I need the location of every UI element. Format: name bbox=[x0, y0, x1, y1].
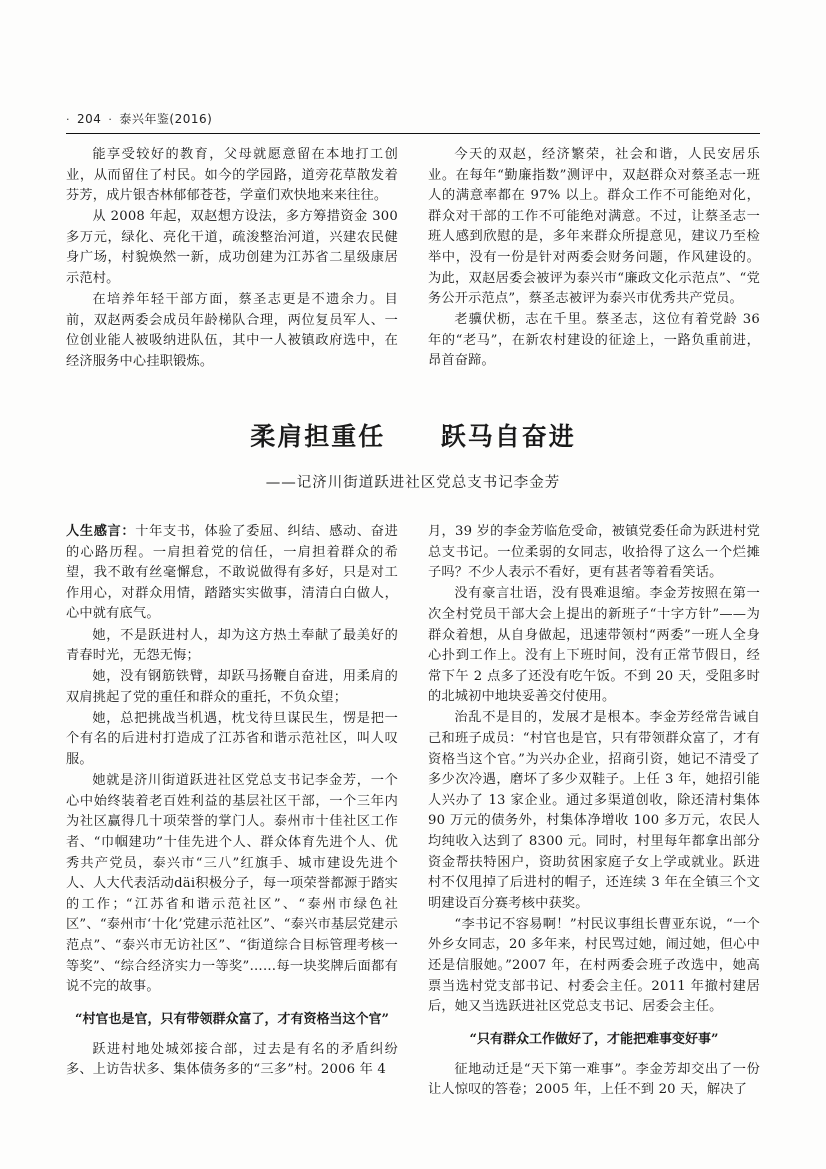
header-bullet: · bbox=[66, 113, 70, 126]
lead-text: 十年支书，体验了委屈、纠结、感动、奋进的心路历程。一肩担着党的信任，一肩担着群众的希望，我不敢有丝毫懈怠，不敢说做得有多好，只是对工作用心，对群众用情，踏踏实实做事，清清白白做人，心中就有底气。 bbox=[66, 524, 398, 622]
section-subheading: “村官也是官，只有带领群众富了，才有资格当这个官” bbox=[75, 1011, 389, 1027]
page-content bbox=[66, 110, 760, 1101]
section-subheading: “只有群众工作做好了，才能把难事变好事” bbox=[469, 1031, 719, 1047]
paragraph: 她就是济川街道跃进社区党总支书记李金芳，一个心中始终装着老百姓利益的基层社区干部，一个三年内为社区赢得几十项荣誉的掌门人。泰州市十佳社区工作者、“巾帼建功”十佳先进个人、群众体育先进个人、优秀共产党员，泰兴市“三八”红旗手、城市建设先进个人、人大代表活动däi积极分子，每一项荣誉都源于踏实的工作；“江苏省和谐示范社区”、“泰州市绿色社区”、“泰州市‘十化’党建示范社区”、“泰兴市基层党建示范点”、“泰兴市无访社区”、“街道综合目标管理考核一等奖”、“综合经济实力一等奖”……每一块奖牌后面都有说不完的故事。 bbox=[66, 773, 398, 995]
paragraph: 从 2008 年起，双赵想方设法，多方筹措资金 300 多万元，绿化、亮化干道，疏浚整治河道，兴建农民健身广场，村貌焕然一新，成功创建为江苏省二星级康居示范村。 bbox=[66, 209, 398, 287]
top-left-column bbox=[66, 145, 398, 373]
paragraph: 能享受较好的教育，父母就愿意留在本地打工创业，从而留住了村民。如今的学园路，道旁花草散发着芬芳，成片银杏林郁郁苍苍，学童们欢快地来来往往。 bbox=[66, 147, 398, 204]
paragraph: 跃进村地处城郊接合部，过去是有名的矛盾纠纷多、上访告状多、集体债务多的“三多”村。2006 年 4 bbox=[66, 1041, 398, 1078]
paragraph: 没有豪言壮语，没有畏难退缩。李金芳按照在第一次全村党员干部大会上提出的新班子“十字方针”——为群众着想，从自身做起，迅速带领村“两委”一班人全身心扑到工作上。没有上下班时间，没有正常节假日，经常下午 2 点多了还没有吃午饭。不到 20 天，受阻多时的北城初中地块妥善交付使用。 bbox=[428, 586, 760, 705]
paragraph: 月，39 岁的李金芳临危受命，被镇党委任命为跃进村党总支书记。一位柔弱的女同志，收拾得了这么一个烂摊子吗？不少人表示不看好，更有甚者等着看笑话。 bbox=[428, 524, 760, 581]
paragraph: 今天的双赵，经济繁荣，社会和谐，人民安居乐业。在每年“勤廉指数”测评中，双赵群众对蔡圣志一班人的满意率都在 97% 以上。群众工作不可能绝对化，群众对干部的工作不可能绝对满意。不过，让蔡圣志一班人感到欣慰的是，多年来群众所提意见，建议乃至检举中，没有一份是针对两委会财务问题，作风建设的。为此，双赵居委会被评为泰兴市“廉政文化示范点”、“党务公开示范点”，蔡圣志被评为泰兴市优秀共产党员。 bbox=[428, 147, 760, 307]
article-right-column bbox=[428, 522, 760, 1101]
article-left-column bbox=[66, 522, 398, 1101]
paragraph: 治乱不是目的，发展才是根本。李金芳经常告诫自己和班子成员：“村官也是官，只有带领群众富了，才有资格当这个官。”为兴办企业，招商引资，她记不清受了多少次冷遇，磨坏了多少双鞋子。上任 3 年，她招引能人兴办了 13 家企业。通过多渠道创收，除还清村集体 90 万元的债务外，村集体净增收 100 多万元，农民人均纯收入达到了 8300 元。同时，村里每年都拿出部分资金帮扶特困户，资助贫困家庭子女上学或就业。跃进村不仅甩掉了后进村的帽子，还连续 3 年在全镇三个文明建设百分赛考核中获奖。 bbox=[428, 710, 760, 911]
article-title bbox=[66, 417, 760, 453]
paragraph: 老骥伏枥，志在千里。蔡圣志，这位有着党龄 36 年的“老马”，在新农村建设的征途上，一路负重前进，昂首奋蹄。 bbox=[428, 312, 760, 369]
article-title-part1: 柔肩担重任 bbox=[250, 422, 386, 452]
paragraph: 她，不是跃进村人，却为这方热土奉献了最美好的青春时光，无怨无悔； bbox=[66, 627, 398, 664]
paragraph: 征地动迁是“天下第一难事”。李金芳却交出了一份让人惊叹的答卷；2005 年，上任不到 20 天，解决了 bbox=[428, 1061, 760, 1098]
header-separator: · bbox=[108, 113, 113, 126]
lead-label: 人生感言： bbox=[66, 524, 136, 540]
header-rule bbox=[66, 133, 760, 134]
article-body bbox=[66, 522, 760, 1101]
paragraph: 在培养年轻干部方面，蔡圣志更是不遗余力。目前，双赵两委会成员年龄梯队合理，两位复员军人、一位创业能人被吸纳进队伍，其中一人被镇政府选中，在经济服务中心挂职锻炼。 bbox=[66, 292, 398, 369]
page-number: 204 bbox=[77, 112, 102, 126]
article-header bbox=[66, 417, 760, 492]
paragraph: 她，总把挑战当机遇，枕戈待旦谋民生，愣是把一个有名的后进村打造成了江苏省和谐示范社区，叫人叹服。 bbox=[66, 710, 398, 768]
paragraph: 她，没有钢筋铁臂，却跃马扬鞭自奋进，用柔肩的双肩挑起了党的重任和群众的重托，不负众望； bbox=[66, 669, 398, 705]
article-title-part2: 跃马自奋进 bbox=[440, 422, 576, 452]
book-title: 泰兴年鉴(2016) bbox=[119, 112, 213, 126]
article-subtitle: ——记济川街道跃进社区党总支书记李金芳 bbox=[265, 475, 561, 492]
lead-paragraph bbox=[66, 522, 398, 625]
paragraph: “李书记不容易啊！”村民议事组长曹亚东说，“一个外乡女同志，20 多年来，村民骂过她，闹过她，但心中还是信服她。”2007 年，在村两委会班子改选中，她高票当选村党支部书记、村委会主任。2011 年撤村建居后，她又当选跃进社区党总支书记、居委会主任。 bbox=[428, 916, 760, 1015]
running-header bbox=[66, 110, 760, 131]
top-section bbox=[66, 145, 760, 373]
top-right-column bbox=[428, 145, 760, 373]
